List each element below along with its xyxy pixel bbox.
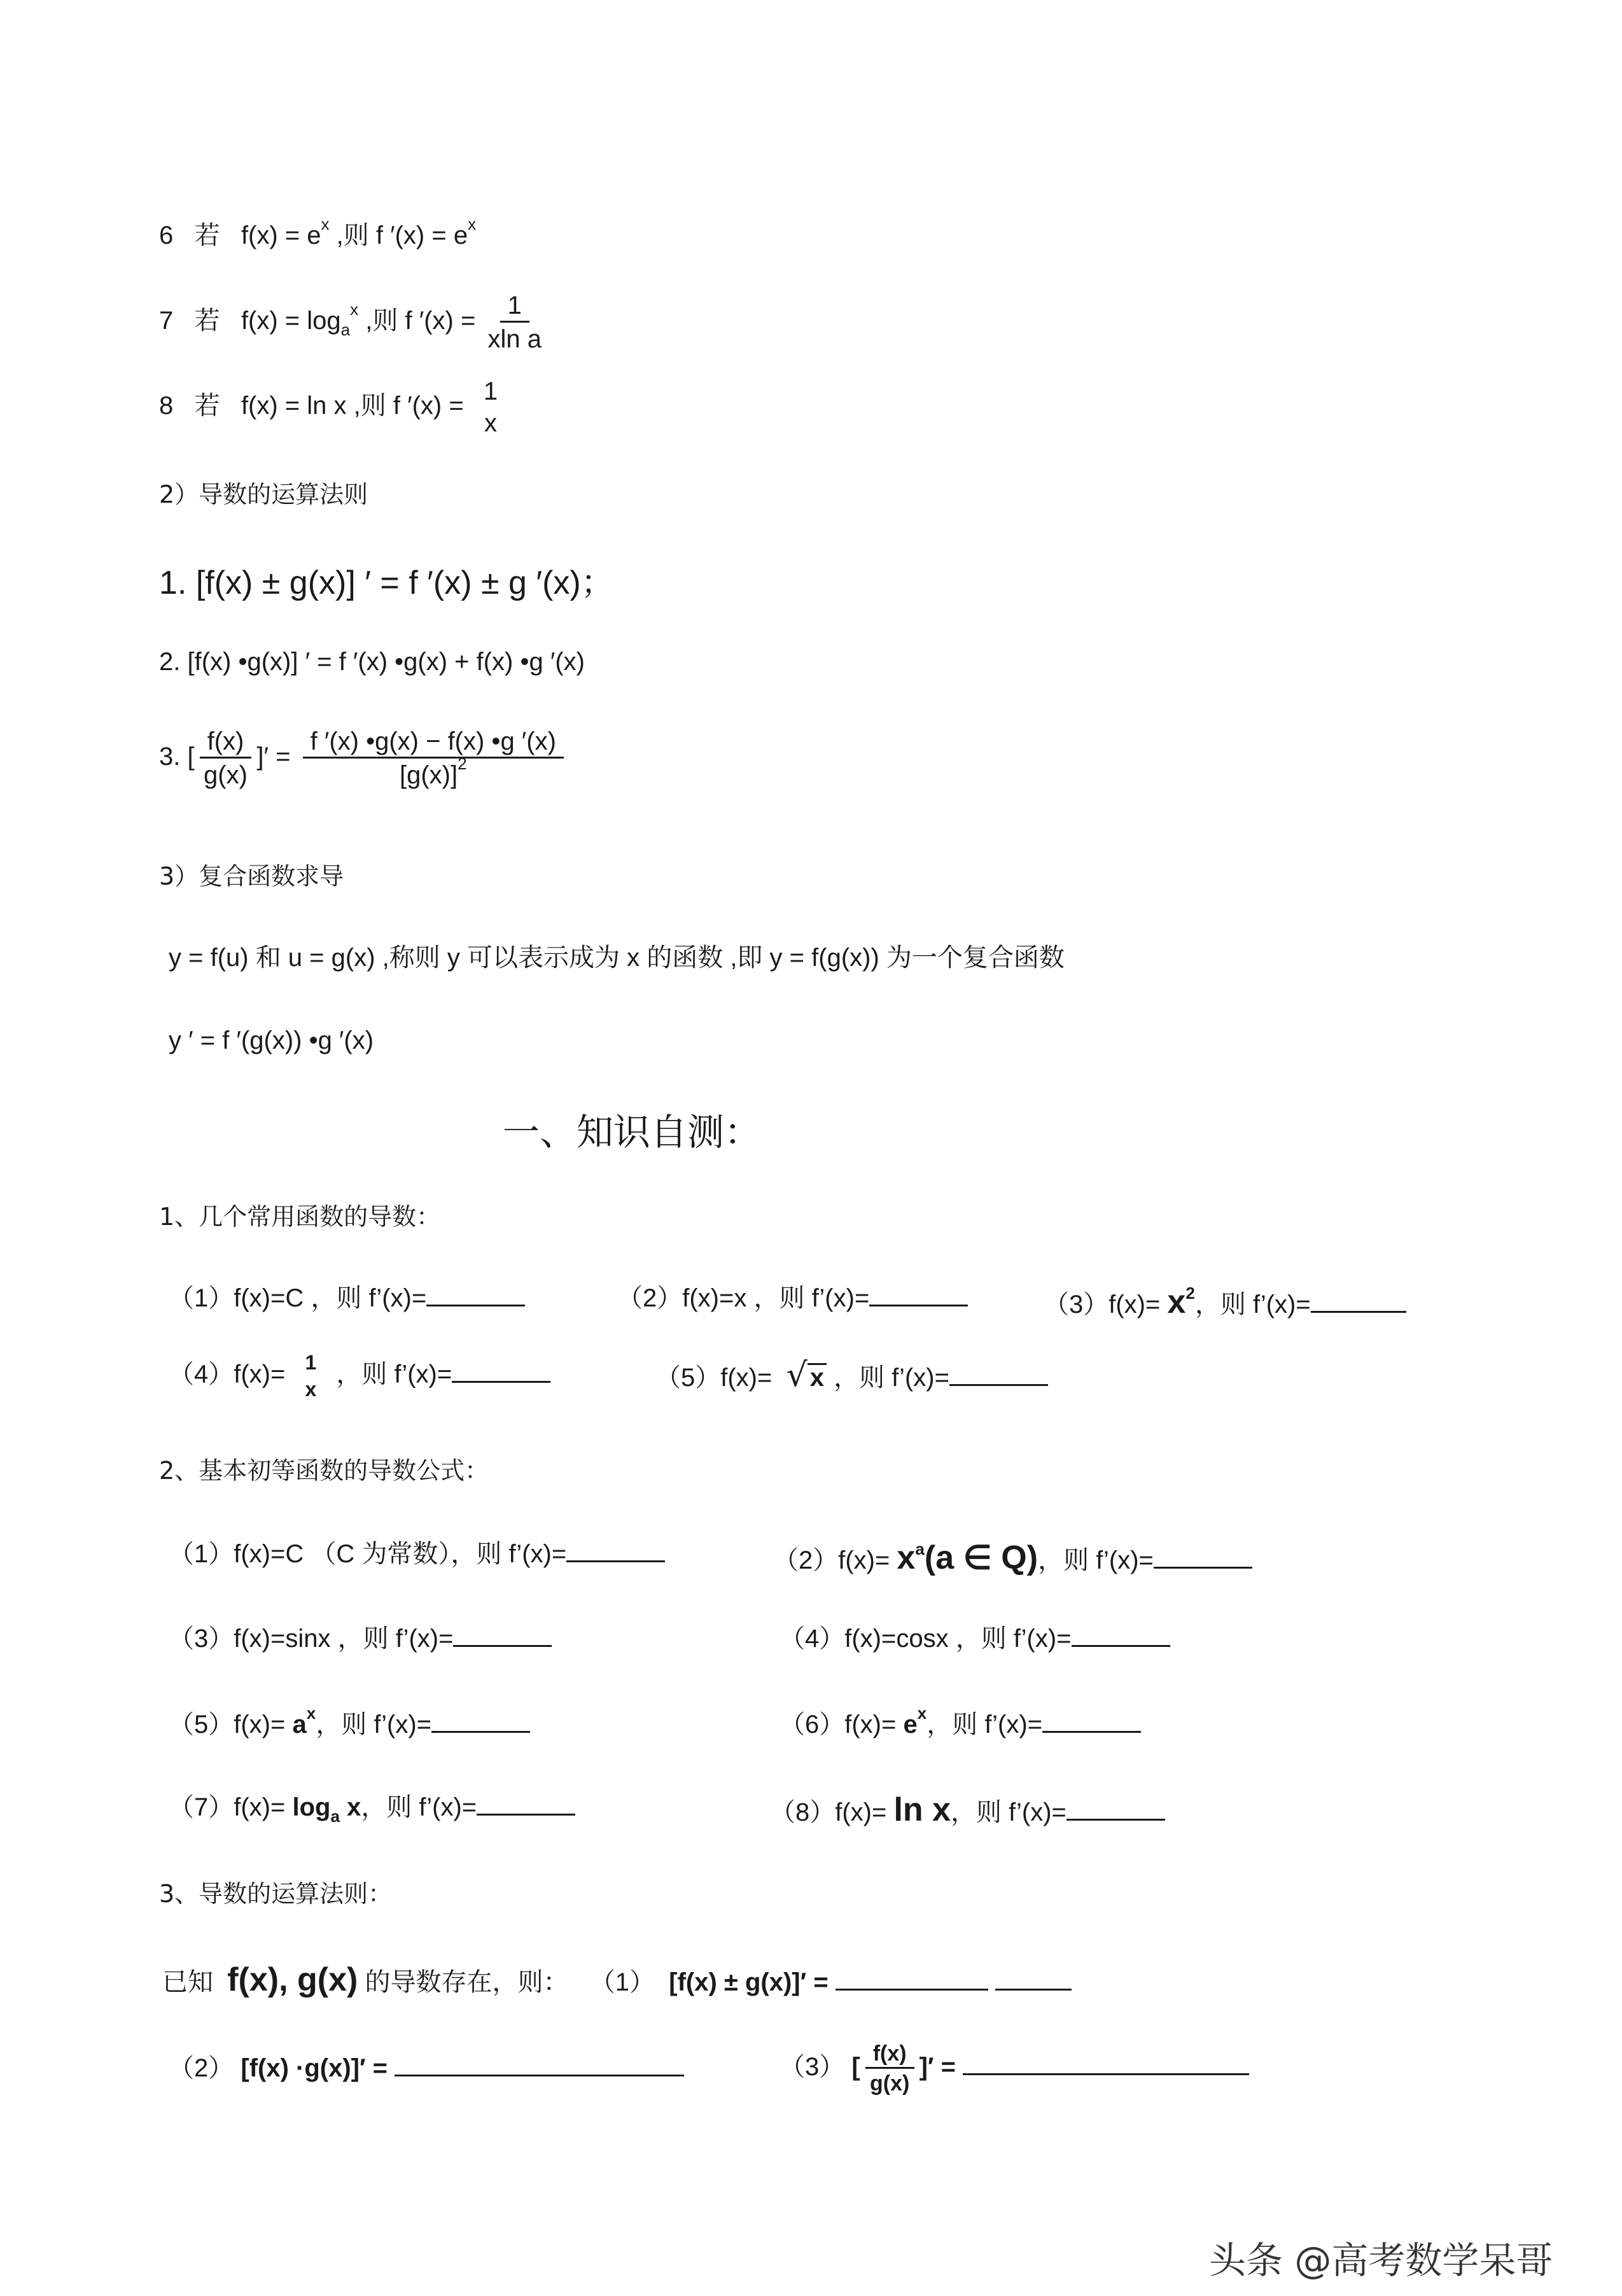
item-text: （2）f(x)=	[773, 1546, 890, 1574]
answer-blank[interactable]	[477, 1813, 575, 1816]
q3-heading: 3、导数的运算法则：	[159, 1880, 393, 1908]
q2-item-3	[169, 1626, 552, 1651]
item-text: （1）f(x)=C ，则 f’(x)=	[169, 1284, 427, 1312]
item-text: ，则 f’(x)=	[336, 1360, 452, 1389]
denominator: x	[305, 1378, 317, 1401]
answer-blank[interactable]	[869, 1304, 968, 1306]
item-text: （5）f(x)=	[655, 1364, 773, 1392]
equals: ]′ =	[919, 2053, 956, 2082]
log-base: a	[330, 1807, 340, 1826]
numerator: 1	[483, 377, 498, 405]
formula-rhs: ,则 f ′(x) = e	[336, 221, 468, 249]
item-text: （3）f(x)=sinx ，则 f’(x)=	[169, 1625, 454, 1653]
exponent: x	[468, 214, 477, 234]
formula-lhs: f(x) = e	[241, 221, 321, 249]
item-text: （3）f(x)=	[1044, 1291, 1161, 1319]
expr: x	[347, 1793, 361, 1821]
expr: a	[292, 1711, 307, 1739]
answer-blank[interactable]	[452, 1380, 550, 1383]
expr: f(x), g(x)	[227, 1961, 358, 1998]
rule-3: 3. [ $\frac{f(x)}{g(x)}$ ]′ = $\frac{f '(x) •g(x) - f(x) •g '(x)}{[g(x)]^2}$	[159, 729, 569, 788]
q2-item-5	[169, 1704, 530, 1739]
exponent: 2	[1185, 1284, 1195, 1303]
fraction	[865, 2043, 914, 2094]
composite-formula: y ′ = f ′(g(x)) •g ′(x)	[169, 1026, 374, 1054]
denominator	[399, 754, 467, 789]
watermark: 头条 @高考数学呆哥	[1209, 2239, 1553, 2282]
item-text: （4）f(x)=	[169, 1360, 286, 1389]
item-text: （6）f(x)=	[780, 1711, 897, 1739]
expr: e	[903, 1711, 918, 1739]
rule-number: 3.	[159, 743, 181, 771]
q2-item-4	[780, 1626, 1170, 1651]
q2-item-1	[169, 1541, 665, 1567]
item-text: ，则 f’(x)=	[834, 1364, 949, 1392]
q3-item-3: （3） [ $\frac{f(x)}{g(x)}$ ]′ =	[780, 2043, 1249, 2094]
page-title: 一、知识自测：	[503, 1110, 762, 1154]
fraction	[487, 293, 542, 352]
item-text: ，则 f’(x)=	[1194, 1291, 1311, 1319]
item-text: （5）f(x)=	[169, 1711, 286, 1739]
section-heading-composite: 3）复合函数求导	[159, 862, 344, 890]
fraction-right	[303, 729, 564, 788]
exponent: 2	[458, 754, 467, 773]
q2-item-6	[780, 1704, 1141, 1739]
q2-item-8	[770, 1793, 1165, 1826]
denominator: xln a	[487, 325, 542, 353]
expr: [f(x) ± g(x)]′ =	[669, 1968, 828, 1996]
rule-1: 1. [f(x) ± g(x)] ′ = f ′(x) ± g ′(x)；	[159, 564, 614, 601]
expr: x	[1167, 1284, 1186, 1320]
item-text: ，则 f’(x)=	[361, 1793, 477, 1821]
answer-blank[interactable]	[426, 1304, 525, 1306]
denominator: g(x)	[869, 2071, 910, 2096]
answer-blank[interactable]	[1311, 1310, 1406, 1313]
q2-heading: 2、基本初等函数的导数公式：	[159, 1457, 489, 1485]
item-text: ，则 f’(x)=	[1038, 1546, 1154, 1574]
formula-number: 7	[159, 307, 174, 335]
item-label: （1）	[589, 1968, 655, 1996]
answer-blank[interactable]	[835, 1988, 988, 1991]
answer-blank[interactable]	[995, 1988, 1072, 1991]
formula-number: 8	[159, 391, 174, 420]
section-heading-rules: 2）导数的运算法则	[159, 480, 368, 508]
numerator: f ′(x) •g(x) − f(x) •g ′(x)	[303, 729, 564, 759]
item-label: （2）	[169, 2054, 234, 2082]
item-text: ，则 f’(x)=	[951, 1798, 1066, 1826]
q1-item-2	[617, 1285, 968, 1311]
expr: log	[292, 1793, 331, 1821]
q2-item-2	[773, 1541, 1252, 1574]
item-label: （3）	[780, 2053, 845, 2082]
q2-item-7	[169, 1793, 575, 1826]
item-text: ，则 f’(x)=	[316, 1711, 432, 1739]
numerator: f(x)	[865, 2043, 914, 2069]
condition: (a ∈ Q)	[924, 1539, 1038, 1576]
answer-blank[interactable]	[1072, 1644, 1170, 1647]
numerator: 1	[305, 1351, 317, 1374]
answer-blank[interactable]	[949, 1383, 1048, 1386]
fraction	[476, 379, 505, 436]
answer-blank[interactable]	[431, 1730, 530, 1733]
exponent: a	[915, 1539, 925, 1558]
q1-heading: 1、几个常用函数的导数：	[159, 1203, 441, 1231]
item-text: 已知	[162, 1968, 213, 1996]
q3-item-2	[169, 2055, 684, 2081]
expr: [f(x) ·g(x)]′ =	[241, 2054, 388, 2082]
formula-7	[159, 293, 547, 352]
denominator: x	[484, 409, 497, 437]
item-text: ，则 f’(x)=	[926, 1711, 1043, 1739]
answer-blank[interactable]	[1042, 1730, 1141, 1733]
sqrt-icon: √	[786, 1356, 808, 1394]
item-text: （4）f(x)=cosx ，则 f’(x)=	[780, 1625, 1072, 1653]
item-text: （7）f(x)=	[169, 1793, 286, 1821]
q1-item-5	[655, 1356, 1048, 1394]
item-text: （2）f(x)=x ，则 f’(x)=	[617, 1284, 870, 1312]
item-text: 的导数存在，则：	[365, 1968, 569, 1996]
fraction	[297, 1352, 324, 1399]
fraction-left	[200, 729, 252, 788]
numerator: f(x)	[200, 729, 252, 759]
item-text: （8）f(x)=	[770, 1798, 887, 1826]
answer-blank[interactable]	[963, 2073, 1249, 2075]
ruo-label: 若	[194, 391, 220, 420]
answer-blank[interactable]	[566, 1560, 665, 1562]
q1-item-3	[1044, 1285, 1406, 1319]
ruo-label: 若	[194, 307, 220, 335]
numerator: 1	[500, 293, 529, 323]
denominator-text: [g(x)]	[399, 761, 458, 789]
log-base: a	[340, 320, 351, 340]
denominator: g(x)	[204, 761, 248, 789]
exponent: x	[321, 214, 330, 234]
rule-2: 2. [f(x) •g(x)] ′ = f ′(x) •g(x) + f(x) •g ′(x)	[159, 648, 585, 676]
answer-blank[interactable]	[453, 1644, 552, 1647]
formula-rhs: ,则 f ′(x) =	[353, 391, 464, 420]
exponent: x	[917, 1704, 927, 1723]
formula-6	[159, 214, 477, 249]
expr: x	[897, 1539, 916, 1576]
formula-number: 6	[159, 221, 174, 249]
equals: ′ =	[263, 743, 291, 771]
ruo-label: 若	[194, 221, 220, 249]
q3-intro	[162, 1963, 1072, 1996]
q1-item-4	[169, 1352, 550, 1399]
q1-item-1	[169, 1285, 525, 1311]
formula-lhs: f(x) = log	[241, 307, 341, 335]
formula-lhs: f(x) = ln x	[241, 391, 347, 420]
formula-8	[159, 379, 510, 436]
formula-rhs: ,则 f ′(x) =	[365, 307, 476, 335]
item-text: （1）f(x)=C （C 为常数），则 f’(x)=	[169, 1540, 567, 1568]
answer-blank[interactable]	[395, 2074, 684, 2076]
radicand: x	[808, 1363, 827, 1390]
exponent: x	[306, 1704, 316, 1723]
answer-blank[interactable]	[1066, 1818, 1165, 1821]
answer-blank[interactable]	[1154, 1566, 1252, 1569]
exponent: x	[350, 300, 359, 319]
expr: ln x	[893, 1791, 951, 1828]
composite-definition: y = f(u) 和 u = g(x) ,称则 y 可以表示成为 x 的函数 ,即 y = f(g(x)) 为一个复合函数	[169, 944, 1065, 972]
